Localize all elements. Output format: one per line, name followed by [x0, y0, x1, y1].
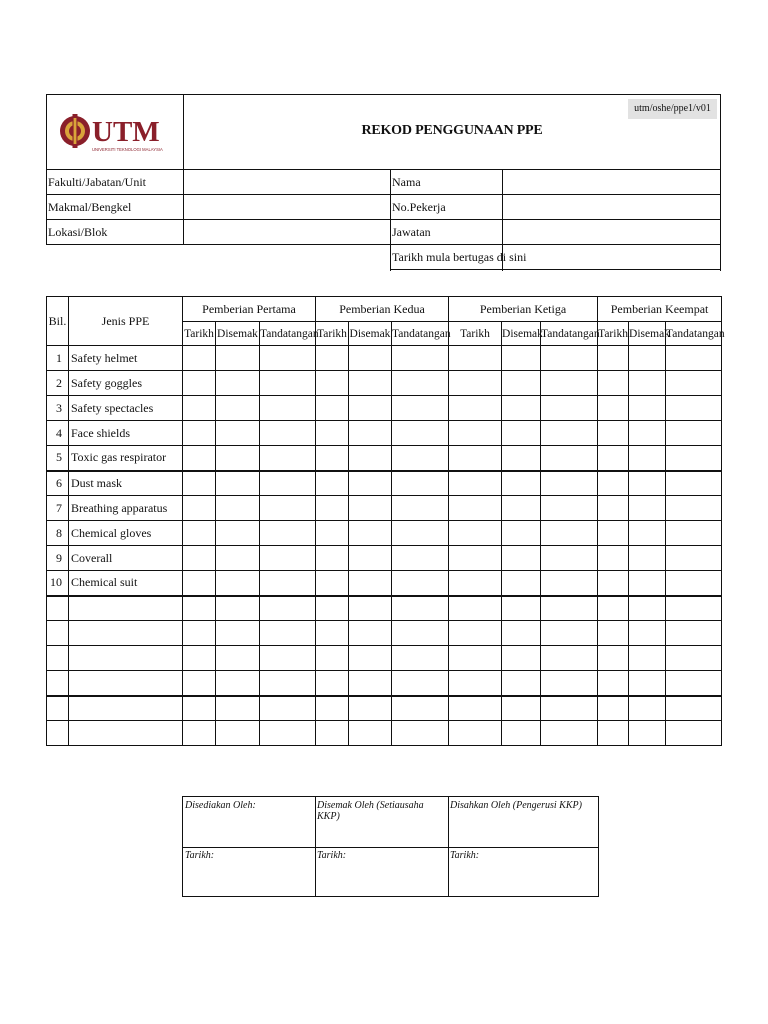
info-border-left: [46, 170, 47, 245]
subheader-disemak: Disemak: [349, 322, 392, 346]
faculty-value-field[interactable]: [183, 170, 390, 245]
cell-tarikh-4[interactable]: [598, 371, 629, 396]
cell-disemak-2[interactable]: [349, 596, 392, 621]
cell-disemak-4[interactable]: [629, 346, 666, 371]
cell-tandatangan-1[interactable]: [260, 396, 316, 421]
approved-by-label: Disahkan Oleh (Pengerusi KKP): [450, 800, 582, 811]
cell-disemak-3[interactable]: [502, 621, 541, 646]
cell-tandatangan-1[interactable]: [260, 696, 316, 721]
info-divider-2: [390, 170, 391, 271]
prepared-by-label: Disediakan Oleh:: [185, 800, 256, 811]
cell-tandatangan-4[interactable]: [666, 346, 722, 371]
subheader-tandatangan: Tandatangan: [392, 322, 449, 346]
ppe-type: [69, 696, 183, 721]
col-header-bil: Bil.: [47, 297, 69, 346]
row-number: 8: [47, 521, 69, 546]
cell-disemak-2[interactable]: [349, 546, 392, 571]
table-row: [47, 571, 722, 596]
cell-tarikh-4[interactable]: [598, 571, 629, 596]
cell-tandatangan-4[interactable]: [666, 721, 722, 746]
ppe-type: Safety spectacles: [69, 396, 183, 421]
cell-disemak-1[interactable]: [216, 571, 260, 596]
cell-tandatangan-4[interactable]: [666, 596, 722, 621]
cell-disemak-4[interactable]: [629, 646, 666, 671]
cell-disemak-1[interactable]: [216, 496, 260, 521]
cell-tarikh-3[interactable]: [449, 621, 502, 646]
cell-tarikh-4[interactable]: [598, 496, 629, 521]
cell-tandatangan-3[interactable]: [541, 521, 598, 546]
cell-tarikh-1[interactable]: [183, 621, 216, 646]
cell-tarikh-1[interactable]: [183, 671, 216, 696]
logo-wordmark: UTM: [92, 116, 160, 148]
cell-disemak-3[interactable]: [502, 596, 541, 621]
cell-disemak-3[interactable]: [502, 371, 541, 396]
cell-tandatangan-1[interactable]: [260, 421, 316, 446]
cell-tandatangan-2[interactable]: [392, 371, 449, 396]
subheader-tandatangan: Tandatangan: [541, 322, 598, 346]
ppe-type: Chemical gloves: [69, 521, 183, 546]
cell-tandatangan-4[interactable]: [666, 471, 722, 496]
ppe-type: [69, 671, 183, 696]
document-title: REKOD PENGGUNAAN PPE: [361, 123, 543, 138]
ppe-type: Breathing apparatus: [69, 496, 183, 521]
cell-tarikh-2[interactable]: [316, 521, 349, 546]
cell-disemak-2[interactable]: [349, 346, 392, 371]
cell-tarikh-4[interactable]: [598, 671, 629, 696]
cell-disemak-3[interactable]: [502, 421, 541, 446]
cell-tarikh-2[interactable]: [316, 346, 349, 371]
cell-tandatangan-4[interactable]: [666, 621, 722, 646]
table-row: [47, 371, 722, 396]
ppe-type: Face shields: [69, 421, 183, 446]
cell-tandatangan-3[interactable]: [541, 446, 598, 471]
cell-tandatangan-3[interactable]: [541, 671, 598, 696]
cell-disemak-3[interactable]: [502, 446, 541, 471]
row-number: 4: [47, 421, 69, 446]
cell-tarikh-4[interactable]: [598, 446, 629, 471]
cell-disemak-3[interactable]: [502, 671, 541, 696]
row-number: [47, 621, 69, 646]
cell-tandatangan-3[interactable]: [541, 371, 598, 396]
cell-disemak-1[interactable]: [216, 596, 260, 621]
lab-label: Makmal/Bengkel: [48, 200, 132, 214]
cell-tarikh-3[interactable]: [449, 496, 502, 521]
approved-date-label: Tarikh:: [450, 850, 480, 861]
cell-disemak-2[interactable]: [349, 496, 392, 521]
cell-tandatangan-1[interactable]: [260, 721, 316, 746]
cell-tandatangan-1[interactable]: [260, 446, 316, 471]
cell-tarikh-2[interactable]: [316, 646, 349, 671]
form-header: [46, 94, 721, 170]
cell-disemak-4[interactable]: [629, 496, 666, 521]
cell-disemak-3[interactable]: [502, 546, 541, 571]
cell-tarikh-1[interactable]: [183, 696, 216, 721]
cell-tandatangan-2[interactable]: [392, 621, 449, 646]
cell-tarikh-4[interactable]: [598, 346, 629, 371]
cell-disemak-4[interactable]: [629, 421, 666, 446]
cell-disemak-4[interactable]: [629, 596, 666, 621]
cell-tarikh-4[interactable]: [598, 646, 629, 671]
start-date-label: Tarikh mula bertugas di sini: [392, 250, 527, 264]
cell-tandatangan-4[interactable]: [666, 396, 722, 421]
document-code: utm/oshe/ppe1/v01: [628, 99, 717, 119]
cell-tarikh-3[interactable]: [449, 396, 502, 421]
row-number: 9: [47, 546, 69, 571]
group-header-3: Pemberian Ketiga: [449, 297, 598, 322]
cell-disemak-4[interactable]: [629, 546, 666, 571]
cell-disemak-1[interactable]: [216, 721, 260, 746]
ppe-type: [69, 721, 183, 746]
info-divider-1: [183, 170, 184, 245]
cell-disemak-3[interactable]: [502, 521, 541, 546]
ppe-type: Dust mask: [69, 471, 183, 496]
cell-tandatangan-4[interactable]: [666, 521, 722, 546]
row-number: 1: [47, 346, 69, 371]
prepared-date-field[interactable]: [183, 847, 315, 897]
cell-tandatangan-2[interactable]: [392, 696, 449, 721]
group-header-4: Pemberian Keempat: [598, 297, 722, 322]
cell-disemak-3[interactable]: [502, 696, 541, 721]
cell-tandatangan-3[interactable]: [541, 571, 598, 596]
table-row: [47, 421, 722, 446]
cell-tarikh-1[interactable]: [183, 521, 216, 546]
sig-row-dates: [183, 847, 598, 897]
cell-disemak-2[interactable]: [349, 446, 392, 471]
faculty-label: Fakulti/Jabatan/Unit: [48, 175, 146, 189]
subheader-tandatangan: Tandatangan: [260, 322, 316, 346]
cell-tarikh-3[interactable]: [449, 721, 502, 746]
cell-tarikh-2[interactable]: [316, 371, 349, 396]
subheader-tarikh: Tarikh: [316, 322, 349, 346]
table-row: [47, 696, 722, 721]
cell-disemak-2[interactable]: [349, 721, 392, 746]
cell-tandatangan-2[interactable]: [392, 546, 449, 571]
cell-tandatangan-3[interactable]: [541, 721, 598, 746]
position-label: Jawatan: [392, 225, 431, 239]
cell-tarikh-1[interactable]: [183, 721, 216, 746]
cell-tarikh-3[interactable]: [449, 521, 502, 546]
cell-tandatangan-1[interactable]: [260, 371, 316, 396]
cell-tarikh-2[interactable]: [316, 446, 349, 471]
cell-tandatangan-2[interactable]: [392, 471, 449, 496]
approved-date-field[interactable]: [448, 847, 598, 897]
ppe-type: Safety helmet: [69, 346, 183, 371]
table-row: [47, 346, 722, 371]
cell-tandatangan-1[interactable]: [260, 496, 316, 521]
cell-tarikh-1[interactable]: [183, 646, 216, 671]
cell-disemak-4[interactable]: [629, 371, 666, 396]
cell-disemak-4[interactable]: [629, 671, 666, 696]
sig-row-names: [183, 797, 598, 847]
cell-tandatangan-3[interactable]: [541, 621, 598, 646]
row-number: 7: [47, 496, 69, 521]
row-number: 3: [47, 396, 69, 421]
name-value-field[interactable]: [503, 170, 720, 270]
cell-tandatangan-4[interactable]: [666, 671, 722, 696]
cell-disemak-1[interactable]: [216, 346, 260, 371]
location-label: Lokasi/Blok: [48, 225, 108, 239]
cell-tandatangan-2[interactable]: [392, 721, 449, 746]
row-number: [47, 721, 69, 746]
logo-cell: [47, 95, 184, 169]
cell-tandatangan-1[interactable]: [260, 646, 316, 671]
subheader-disemak: Disemak: [502, 322, 541, 346]
cell-disemak-1[interactable]: [216, 471, 260, 496]
row-number: 10: [47, 571, 69, 596]
cell-tarikh-2[interactable]: [316, 621, 349, 646]
cell-tarikh-1[interactable]: [183, 396, 216, 421]
cell-disemak-2[interactable]: [349, 571, 392, 596]
table-row: [47, 471, 722, 496]
cell-tarikh-3[interactable]: [449, 671, 502, 696]
cell-tandatangan-4[interactable]: [666, 371, 722, 396]
table-row: [47, 646, 722, 671]
row-number: 5: [47, 446, 69, 471]
ppe-type: Toxic gas respirator: [69, 446, 183, 471]
info-border-right: [720, 170, 721, 271]
logo-subtext: UNIVERSITI TEKNOLOGI MALAYSIA: [92, 147, 163, 152]
table-row: [47, 671, 722, 696]
cell-tarikh-3[interactable]: [449, 571, 502, 596]
cell-disemak-1[interactable]: [216, 671, 260, 696]
cell-tarikh-3[interactable]: [449, 471, 502, 496]
cell-tandatangan-1[interactable]: [260, 571, 316, 596]
cell-tarikh-1[interactable]: [183, 346, 216, 371]
group-header-1: Pemberian Pertama: [183, 297, 316, 322]
cell-disemak-4[interactable]: [629, 446, 666, 471]
ppe-table: [46, 296, 725, 746]
cell-disemak-2[interactable]: [349, 621, 392, 646]
cell-tarikh-3[interactable]: [449, 371, 502, 396]
cell-tandatangan-4[interactable]: [666, 496, 722, 521]
approved-by-field[interactable]: [448, 797, 598, 847]
cell-tarikh-4[interactable]: [598, 421, 629, 446]
cell-tarikh-1[interactable]: [183, 596, 216, 621]
cell-disemak-4[interactable]: [629, 721, 666, 746]
cell-tandatangan-2[interactable]: [392, 446, 449, 471]
cell-disemak-3[interactable]: [502, 346, 541, 371]
cell-tandatangan-4[interactable]: [666, 421, 722, 446]
cell-disemak-4[interactable]: [629, 471, 666, 496]
cell-disemak-3[interactable]: [502, 571, 541, 596]
cell-tandatangan-2[interactable]: [392, 596, 449, 621]
cell-disemak-2[interactable]: [349, 421, 392, 446]
subheader-tarikh: Tarikh: [449, 322, 502, 346]
utm-logo: [59, 105, 171, 161]
cell-tandatangan-1[interactable]: [260, 596, 316, 621]
cell-tandatangan-1[interactable]: [260, 621, 316, 646]
cell-tarikh-4[interactable]: [598, 521, 629, 546]
cell-disemak-4[interactable]: [629, 396, 666, 421]
cell-tarikh-2[interactable]: [316, 496, 349, 521]
cell-tandatangan-4[interactable]: [666, 696, 722, 721]
cell-tandatangan-2[interactable]: [392, 346, 449, 371]
cell-disemak-4[interactable]: [629, 571, 666, 596]
cell-tarikh-3[interactable]: [449, 421, 502, 446]
subheader-tarikh: Tarikh: [598, 322, 629, 346]
cell-tarikh-4[interactable]: [598, 546, 629, 571]
cell-tarikh-1[interactable]: [183, 546, 216, 571]
cell-tandatangan-4[interactable]: [666, 546, 722, 571]
cell-disemak-2[interactable]: [349, 671, 392, 696]
cell-disemak-2[interactable]: [349, 371, 392, 396]
table-row: [47, 546, 722, 571]
cell-disemak-3[interactable]: [502, 646, 541, 671]
cell-disemak-2[interactable]: [349, 521, 392, 546]
cell-disemak-1[interactable]: [216, 621, 260, 646]
signature-box: [182, 796, 599, 897]
cell-tarikh-4[interactable]: [598, 696, 629, 721]
cell-tandatangan-1[interactable]: [260, 521, 316, 546]
cell-tandatangan-2[interactable]: [392, 496, 449, 521]
subheader-tarikh: Tarikh: [183, 322, 216, 346]
cell-tandatangan-3[interactable]: [541, 471, 598, 496]
cell-disemak-1[interactable]: [216, 446, 260, 471]
cell-tandatangan-2[interactable]: [392, 421, 449, 446]
cell-tarikh-2[interactable]: [316, 721, 349, 746]
cell-disemak-2[interactable]: [349, 696, 392, 721]
cell-disemak-3[interactable]: [502, 496, 541, 521]
cell-tandatangan-2[interactable]: [392, 396, 449, 421]
ppe-type: [69, 621, 183, 646]
ppe-type: [69, 646, 183, 671]
checked-by-label: Disemak Oleh (Setiausaha KKP): [317, 800, 424, 822]
cell-disemak-1[interactable]: [216, 696, 260, 721]
cell-tarikh-2[interactable]: [316, 396, 349, 421]
row-number: [47, 696, 69, 721]
cell-tarikh-4[interactable]: [598, 471, 629, 496]
cell-tarikh-3[interactable]: [449, 346, 502, 371]
cell-tandatangan-1[interactable]: [260, 346, 316, 371]
cell-tarikh-2[interactable]: [316, 596, 349, 621]
cell-tarikh-1[interactable]: [183, 371, 216, 396]
cell-tarikh-2[interactable]: [316, 421, 349, 446]
cell-tarikh-3[interactable]: [449, 446, 502, 471]
cell-tarikh-3[interactable]: [449, 596, 502, 621]
cell-disemak-4[interactable]: [629, 621, 666, 646]
cell-tarikh-2[interactable]: [316, 671, 349, 696]
cell-disemak-2[interactable]: [349, 396, 392, 421]
cell-tandatangan-2[interactable]: [392, 571, 449, 596]
cell-tarikh-2[interactable]: [316, 571, 349, 596]
table-row: [47, 496, 722, 521]
cell-disemak-4[interactable]: [629, 521, 666, 546]
cell-tarikh-4[interactable]: [598, 621, 629, 646]
col-header-jenis: Jenis PPE: [69, 297, 183, 346]
cell-tarikh-4[interactable]: [598, 721, 629, 746]
prepared-date-label: Tarikh:: [185, 850, 215, 861]
table-header-row-1: [47, 297, 722, 322]
group-header-2: Pemberian Kedua: [316, 297, 449, 322]
cell-tarikh-2[interactable]: [316, 546, 349, 571]
cell-tarikh-3[interactable]: [449, 646, 502, 671]
ppe-type: Coverall: [69, 546, 183, 571]
cell-tandatangan-2[interactable]: [392, 521, 449, 546]
table-row: [47, 621, 722, 646]
cell-tandatangan-3[interactable]: [541, 696, 598, 721]
prepared-by-field[interactable]: [183, 797, 315, 847]
cell-tandatangan-3[interactable]: [541, 596, 598, 621]
cell-disemak-1[interactable]: [216, 546, 260, 571]
table-row: [47, 521, 722, 546]
ppe-type: [69, 596, 183, 621]
checked-by-field[interactable]: [315, 797, 448, 847]
ppe-type: Safety goggles: [69, 371, 183, 396]
cell-tandatangan-4[interactable]: [666, 646, 722, 671]
ppe-type: Chemical suit: [69, 571, 183, 596]
cell-tarikh-1[interactable]: [183, 421, 216, 446]
cell-disemak-1[interactable]: [216, 371, 260, 396]
checked-date-label: Tarikh:: [317, 850, 347, 861]
cell-tarikh-1[interactable]: [183, 496, 216, 521]
cell-tarikh-4[interactable]: [598, 396, 629, 421]
row-number: 2: [47, 371, 69, 396]
subheader-disemak: Disemak: [216, 322, 260, 346]
cell-disemak-1[interactable]: [216, 396, 260, 421]
cell-tandatangan-1[interactable]: [260, 671, 316, 696]
table-row: [47, 396, 722, 421]
cell-tandatangan-3[interactable]: [541, 546, 598, 571]
cell-tandatangan-1[interactable]: [260, 546, 316, 571]
cell-tarikh-2[interactable]: [316, 471, 349, 496]
cell-disemak-3[interactable]: [502, 721, 541, 746]
table-row: [47, 596, 722, 621]
row-number: [47, 646, 69, 671]
row-number: [47, 596, 69, 621]
cell-tandatangan-4[interactable]: [666, 446, 722, 471]
cell-tandatangan-2[interactable]: [392, 671, 449, 696]
cell-tarikh-4[interactable]: [598, 596, 629, 621]
cell-disemak-3[interactable]: [502, 471, 541, 496]
checked-date-field[interactable]: [315, 847, 448, 897]
cell-tarikh-2[interactable]: [316, 696, 349, 721]
staff-no-label: No.Pekerja: [392, 200, 446, 214]
table-row: [47, 446, 722, 471]
cell-disemak-1[interactable]: [216, 521, 260, 546]
cell-tandatangan-1[interactable]: [260, 471, 316, 496]
cell-tarikh-1[interactable]: [183, 446, 216, 471]
cell-tandatangan-3[interactable]: [541, 496, 598, 521]
cell-disemak-4[interactable]: [629, 696, 666, 721]
table-row: [47, 721, 722, 746]
cell-tandatangan-2[interactable]: [392, 646, 449, 671]
cell-tarikh-1[interactable]: [183, 471, 216, 496]
cell-tandatangan-3[interactable]: [541, 396, 598, 421]
cell-disemak-1[interactable]: [216, 646, 260, 671]
name-label: Nama: [392, 175, 421, 189]
subheader-disemak: Disemak: [629, 322, 666, 346]
ppe-table-body: [47, 346, 722, 746]
cell-tandatangan-4[interactable]: [666, 571, 722, 596]
cell-tandatangan-3[interactable]: [541, 646, 598, 671]
cell-tarikh-1[interactable]: [183, 571, 216, 596]
subheader-tandatangan: Tandatangan: [666, 322, 722, 346]
cell-disemak-1[interactable]: [216, 421, 260, 446]
cell-disemak-2[interactable]: [349, 471, 392, 496]
row-number: [47, 671, 69, 696]
cell-tarikh-3[interactable]: [449, 546, 502, 571]
cell-tandatangan-3[interactable]: [541, 346, 598, 371]
row-number: 6: [47, 471, 69, 496]
cell-tarikh-3[interactable]: [449, 696, 502, 721]
cell-disemak-3[interactable]: [502, 396, 541, 421]
cell-disemak-2[interactable]: [349, 646, 392, 671]
cell-tandatangan-3[interactable]: [541, 421, 598, 446]
